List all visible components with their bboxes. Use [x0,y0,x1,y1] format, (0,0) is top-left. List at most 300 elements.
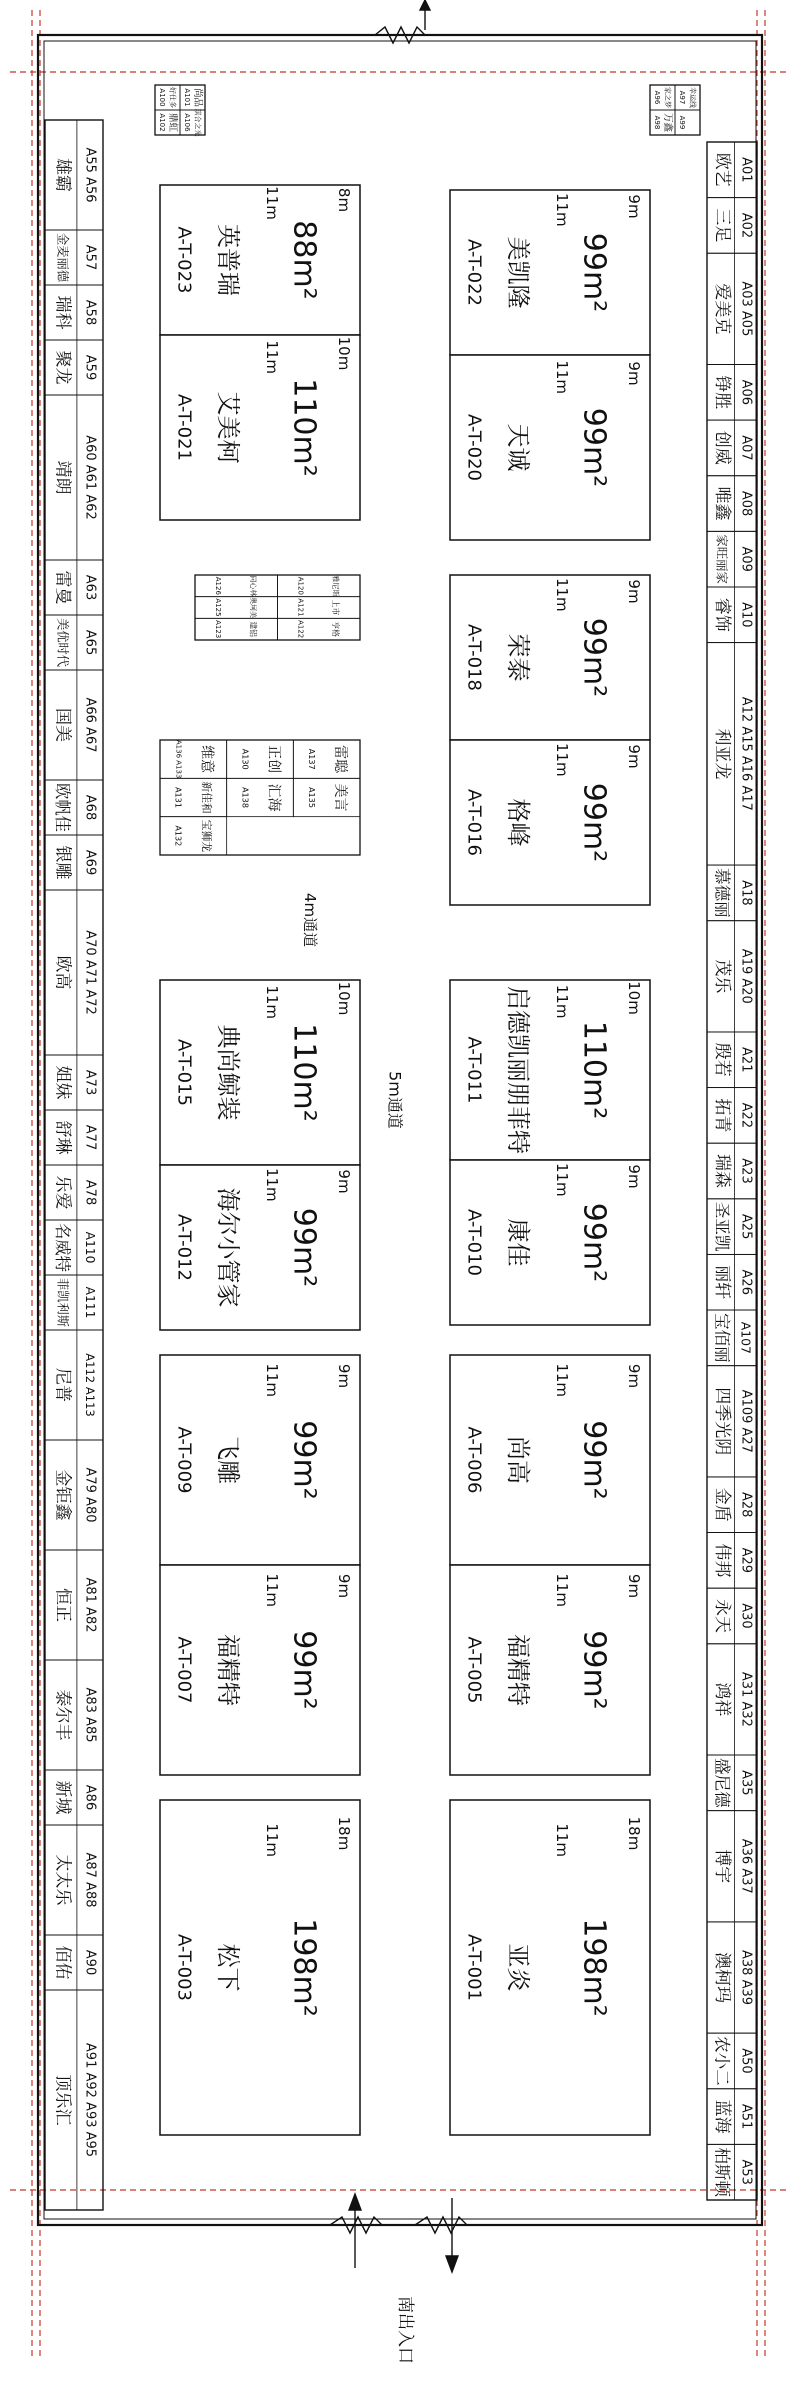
wall-booth[interactable] [707,476,757,532]
booth-a-t-001[interactable] [450,1800,650,2135]
hall-walls [38,35,762,2225]
wall-booth-codes: A12 A15 A16 A17 [738,696,754,811]
wall-booth-name: 慕德丽 [712,868,732,918]
wall-booth[interactable] [707,142,757,198]
wall-booth-codes: A66 A67 [82,697,98,753]
wall-booth-codes: A30 [738,1603,754,1629]
booth-a-t-018[interactable] [450,575,650,740]
wall-booth-name: 菲凯利斯 [55,1278,70,1327]
booth-grid-b-cell[interactable] [160,778,227,816]
cluster-booth-codes: A125 [214,598,223,617]
booth-width: 9m [335,1169,353,1194]
wall-booth-name: 丽轩 [712,1265,732,1300]
wall-booth-name: 太太乐 [52,1854,73,1906]
wall-booth[interactable] [707,1199,757,1255]
booth-depth: 11m [263,186,281,220]
booth-code: A-T-018 [463,624,485,691]
wall-booth-name: 雄霸 [52,158,73,192]
booth-name: 松下 [214,1943,242,1992]
wall-booth[interactable] [707,865,757,921]
booth-grid-a-cell-outline [195,618,278,640]
booth-a-t-007[interactable] [160,1565,360,1775]
wall-booth-name: 盛尼德 [712,1758,732,1808]
wall-booth-codes: A51 [738,2103,754,2130]
booth-grid-b-cell-outline [293,778,360,816]
booth-name: 英普瑞 [214,224,242,296]
booth-depth: 11m [263,985,281,1020]
wall-booth-codes: A69 [82,849,98,876]
booth-code: A-T-003 [173,1934,195,2001]
wall-booth-codes: A73 [82,1069,98,1096]
booth-depth: 11m [553,984,571,1019]
booth-code: A-T-010 [463,1209,485,1276]
wall-booth-codes: A28 [738,1492,754,1518]
cluster-booth-name: 鼎虹 [167,112,178,133]
booth-grid-a-cell-outline [278,575,361,597]
booth-code: A-T-020 [463,414,485,481]
wall-booth[interactable] [707,2144,757,2200]
wall-booth[interactable] [45,835,103,890]
booth-depth: 11m [263,1823,281,1858]
wall-booth-name: 利亚龙 [712,728,732,780]
wall-booth[interactable] [45,1055,103,1110]
wall-booth[interactable] [707,531,757,587]
wall-booth[interactable] [707,1477,757,1533]
booth-area: 110m² [286,378,322,477]
wall-booth-name: 瑞森 [712,1154,732,1188]
booth-a-t-003[interactable] [160,1800,360,2135]
cluster-booth-codes: A131 [173,787,184,808]
cluster-booth-name: 雷聪 [332,745,348,774]
wall-booth-name: 柏斯顿 [712,2147,732,2197]
wall-booth[interactable] [45,1770,103,1825]
booth-width: 9m [335,1363,353,1389]
booth-code: A-T-001 [463,1934,485,2001]
booth-depth: 11m [263,1573,281,1608]
wall-booth[interactable] [45,285,103,340]
wall-booth-codes: A35 [738,1770,754,1796]
wall-booth[interactable] [707,1366,757,1477]
cluster-top-right-cell[interactable] [675,85,700,110]
wall-booth[interactable] [707,1533,757,1589]
wall-booth[interactable] [45,560,103,615]
booth-width: 9m [625,194,643,219]
booth-grid-b-cell[interactable] [160,740,227,779]
wall-booth-name: 国美 [52,708,73,742]
booth-code: A-T-023 [173,226,195,294]
cluster-booth-codes: A122 [296,620,305,639]
wall-booth-name: 家旺丽家 [714,534,730,584]
wall-booth-codes: A110 [83,1231,98,1264]
wall-booth-name: 铮胜 [712,375,732,410]
wall-booth[interactable] [707,420,757,476]
booth-code: A-T-009 [173,1426,195,1494]
booth-a-t-021[interactable] [160,335,360,520]
booth-grid-a-cell[interactable] [278,618,361,640]
booth-a-t-005[interactable] [450,1565,650,1775]
wall-booth[interactable] [45,1440,103,1550]
wall-booth[interactable] [707,198,757,254]
booth-name: 天诚 [504,423,532,472]
wall-booth-name: 圣亚凯 [712,1201,732,1252]
booth-area: 99m² [576,782,612,863]
booth-a-t-012[interactable] [160,1165,360,1330]
wall-booth[interactable] [45,1660,103,1770]
wall-booth-codes: A86 [82,1784,98,1811]
wall-booth-name: 金盾 [712,1487,732,1522]
wall-booth-codes: A19 A20 [738,948,754,1004]
wall-booth-codes: A81 A82 [82,1577,98,1633]
wall-booth[interactable] [707,921,757,1032]
wall-booth-codes: A25 [738,1213,754,1240]
cluster-booth-codes: A106 [183,113,191,132]
wall-booth-codes: A90 [82,1949,98,1976]
cluster-booth-name: 幸运线 [688,87,697,108]
wall-booth[interactable] [707,1143,757,1199]
wall-booth[interactable] [45,1550,103,1660]
booth-grid-a-cell[interactable] [195,618,278,640]
wall-booth-codes: A59 [82,354,98,381]
wall-booth-name: 顶乐汇 [52,2074,73,2126]
bottom-entrance [330,2194,467,2272]
cluster-booth-name: 维意 [198,745,215,774]
booth-area: 99m² [576,1202,612,1283]
booth-name: 亚炎 [504,1943,532,1992]
wall-booth-name: 尼普 [52,1368,73,1402]
cluster-booth-codes: A121 [296,598,305,617]
booth-area: 99m² [576,407,612,488]
wall-booth[interactable] [707,2089,757,2145]
wall-booth[interactable] [707,253,757,364]
booth-area: 99m² [576,1420,612,1500]
booth-a-t-006[interactable] [450,1355,650,1565]
cluster-booth-name: 上市 [330,599,340,616]
booth-a-t-015[interactable] [160,980,360,1165]
wall-booth-name: 创威 [712,430,732,465]
booth-name: 福精特 [214,1634,242,1706]
wall-booth[interactable] [45,120,103,230]
booth-a-t-023[interactable] [160,185,360,335]
booth-area: 110m² [576,1020,612,1120]
wall-booth[interactable] [45,1935,103,1990]
wall-booth[interactable] [45,340,103,395]
cluster-booth-codes: A132 [173,825,184,847]
booth-width: 9m [625,579,643,604]
booth-code: A-T-007 [173,1636,195,1704]
cluster-booth-name: 好仕多 [168,87,177,108]
wall-booth-codes: A65 [82,629,98,656]
booth-grid-b-cell-outline [227,778,294,816]
wall-booth-name: 伟邦 [712,1543,732,1578]
booth-grid-a-cell-outline [195,597,278,619]
booth-depth: 11m [553,1823,571,1858]
wall-booth-name: 美优时代 [55,618,70,667]
wall-booth-codes: A63 [82,574,98,601]
wall-booth-codes: A107 [738,1321,754,1354]
wall-booth-codes: A112 A113 [83,1353,98,1417]
wall-booth-name: 睿饰 [712,597,732,632]
wall-booth[interactable] [707,1588,757,1644]
booth-code: A-T-021 [173,394,195,461]
wall-booth[interactable] [45,1220,103,1275]
booth-code: A-T-022 [463,239,485,306]
booth-name: 海尔小管家 [214,1187,242,1308]
wall-booth-codes: A10 [738,602,754,628]
wall-booth-codes: A02 [738,212,754,239]
wall-booth[interactable] [707,364,757,420]
booth-grid-a-cell[interactable] [278,575,361,597]
wall-booth-name: 蓝海 [712,2099,732,2134]
booth-name: 美凯隆 [504,236,532,309]
booth-grid-b-cell-outline [160,740,227,778]
booth-name: 格峰 [504,798,532,847]
wall-booth[interactable] [45,780,103,835]
cluster-booth-name: 雅尼斯 [331,575,340,597]
wall-booth[interactable] [707,1644,757,1755]
booth-depth: 11m [263,1363,281,1398]
booth-width: 8m [335,187,353,213]
wall-booth-codes: A77 [82,1124,98,1151]
corridor-small-label: 4m通道 [301,892,319,948]
cluster-booth-codes: A135 [307,787,317,808]
booth-width: 10m [335,981,353,1016]
wall-booth[interactable] [707,1088,757,1144]
wall-booth-codes: A29 [738,1547,754,1574]
wall-booth[interactable] [707,643,757,865]
wall-booth-codes: A50 [738,2048,754,2074]
cluster-booth-name: 宝狮龙 [200,819,214,852]
entrance-label: 南出入口 [395,2296,415,2364]
wall-booth-name: 爱美克 [712,283,732,335]
guide-lines [10,10,790,2360]
booth-grid-a-cell[interactable] [195,575,278,597]
booth-grid-b-cell[interactable] [227,740,294,778]
booth-code: A-T-012 [173,1214,195,1281]
wall-booth-name: 佰佑 [52,1945,73,1980]
wall-booth[interactable] [45,615,103,670]
wall-booth-codes: A22 [738,1102,754,1129]
wall-booth-codes: A91 A92 A93 A95 [82,2042,98,2158]
wall-booth-codes: A21 [738,1047,754,1073]
wall-booth-codes: A109 A27 [738,1389,754,1453]
booth-area: 99m² [286,1630,322,1710]
wall-booth[interactable] [707,2033,757,2089]
wall-booth[interactable] [45,1990,103,2210]
booth-area: 198m² [576,1918,612,2017]
wall-booth-name: 茂乐 [712,959,732,994]
wall-booth-name: 拓青 [712,1098,732,1133]
booth-code: A-T-015 [173,1039,195,1106]
booth-area: 110m² [286,1023,322,1122]
right-wall-booths [707,142,757,2200]
cluster-booth-name: 亨格 [330,621,340,638]
booth-area: 99m² [576,1630,612,1710]
wall-booth-codes: A08 [738,490,754,517]
booth-grid-b-cell[interactable] [160,817,227,855]
cluster-booth-codes: A101 [183,88,191,107]
wall-booth[interactable] [45,1330,103,1440]
booth-depth: 11m [553,1162,571,1197]
booth-code: A-T-006 [463,1426,485,1494]
cluster-booth-name: 汇海 [265,783,282,812]
booth-a-t-010[interactable] [450,1160,650,1325]
cluster-booth-codes: A138 [240,787,251,808]
cluster-top-right-cell[interactable] [650,85,675,110]
cluster-top-right-cell[interactable] [675,110,700,135]
wall-booth-codes: A87 A88 [82,1852,98,1908]
wall-booth-codes: A60 A61 A62 [82,435,98,520]
cluster-booth-codes: A98 [653,115,661,130]
wall-booth-codes: A53 [738,2159,754,2185]
booth-grid-b-cell-outline [160,817,227,855]
booth-a-t-022[interactable] [450,190,650,355]
booth-depth: 11m [263,1167,281,1202]
booth-depth: 11m [553,1573,571,1608]
wall-booth[interactable] [45,890,103,1055]
cluster-booth-name: 万鑫 [662,112,673,133]
cluster-booth-name: 新佳和 [200,781,214,814]
cluster-booth-name: 美言 [332,783,348,812]
wall-booth-name: 殷若 [712,1042,732,1077]
wall-booth-name: 唯鑫 [712,486,732,521]
wall-booth-codes: A38 A39 [738,1950,754,2006]
booth-depth: 11m [263,340,281,375]
booth-width: 9m [335,1573,353,1599]
wall-booth-codes: A36 A37 [738,1838,754,1894]
cluster-booth-name: 正创 [265,745,282,774]
cluster-top-left [155,85,205,137]
cluster-booth-name: 尚品 [192,87,203,108]
booth-name: 尚高 [504,1436,532,1484]
booth-grid-a-cell[interactable] [278,597,361,619]
booth-grid-a-cell-outline [195,575,278,597]
wall-booth[interactable] [707,1254,757,1310]
wall-booth[interactable] [45,1165,103,1220]
booth-name: 飞雕 [214,1436,242,1484]
wall-booth-name: 鸿祥 [712,1682,732,1717]
booth-depth: 11m [553,742,571,777]
cluster-booth-name: 奥坷美 [248,597,257,618]
wall-booth-codes: A78 [82,1179,98,1206]
booth-grid-b-cell[interactable] [227,778,294,816]
booth-name: 典尚鲸装 [214,1024,242,1121]
wall-booth-name: 欧帆佳 [52,783,72,832]
booth-area: 88m² [286,220,322,300]
wall-booth-codes: A01 [738,157,754,183]
cluster-top-right-cell[interactable] [650,110,675,135]
wall-booth[interactable] [45,1275,103,1330]
wall-booth-codes: A03 A05 [738,281,754,337]
booth-name: 福精特 [504,1634,532,1706]
wall-booth[interactable] [45,1110,103,1165]
booth-grid-a-cell-outline [278,618,361,640]
wall-booth-codes: A57 [82,244,98,271]
wall-booth-name: 姐妹 [52,1065,73,1100]
wall-booth-name: 靖朗 [52,460,73,495]
cluster-top-left-cell[interactable] [155,110,180,135]
booth-depth: 11m [553,1363,571,1398]
booth-grid-a-cell[interactable] [195,597,278,619]
booth-code: A-T-011 [463,1036,485,1104]
cluster-booth-codes: A136 A133 [174,739,183,779]
booth-depth: 11m [553,577,571,612]
booth-code: A-T-016 [463,789,485,856]
wall-booth[interactable] [707,1922,757,2033]
wall-booth-name: 宝佰丽 [712,1313,732,1363]
cluster-top-left-cell[interactable] [180,85,205,110]
booth-a-t-011[interactable] [450,980,650,1160]
booth-depth: 11m [553,192,571,227]
wall-booth-name: 泰尔丰 [52,1689,73,1741]
wall-booth-name: 舒琳 [52,1120,73,1155]
booth-a-t-020[interactable] [450,355,650,540]
booth-width: 9m [625,1363,643,1389]
wall-booth-name: 永天 [712,1598,732,1633]
booth-width: 18m [335,1816,353,1851]
wall-booth-codes: A70 A71 A72 [82,930,98,1015]
wall-booth[interactable] [707,587,757,643]
wall-booth[interactable] [45,395,103,560]
booth-area: 99m² [576,232,612,313]
cluster-booth-codes: A96 [653,90,661,105]
wall-booth-codes: A111 [83,1286,98,1319]
wall-booth[interactable] [707,1811,757,1922]
wall-booth-codes: A26 [738,1269,754,1295]
cluster-top-right [650,85,700,135]
booth-a-t-016[interactable] [450,740,650,905]
booth-width: 9m [625,1573,643,1599]
booth-name: 启德凯丽朋菲特 [504,986,532,1154]
cluster-booth-name: 家之梦 [663,87,672,108]
wall-booth[interactable] [45,1825,103,1935]
booth-grid-a [195,575,360,640]
booth-area: 99m² [576,617,612,698]
top-break [375,0,430,43]
wall-booth-name: 雷曼 [52,570,73,605]
wall-booth-codes: A79 A80 [82,1467,98,1523]
wall-booth-name: 澳柯玛 [712,1952,732,2004]
cluster-top-left-cell[interactable] [180,109,205,137]
wall-booth[interactable] [45,670,103,780]
booth-area: 99m² [286,1207,322,1288]
wall-booth-name: 新城 [52,1780,73,1815]
wall-booth[interactable] [45,230,103,285]
wall-booth-name: 银雕 [52,845,73,880]
wall-booth-codes: A23 [738,1158,754,1184]
wall-booth-codes: A55 A56 [82,147,98,203]
booth-area: 99m² [286,1420,322,1500]
wall-booth-codes: A58 [82,299,98,326]
booth-grid-b-cell[interactable] [293,778,360,816]
booth-grid-b-cell-outline [293,740,360,778]
cluster-booth-codes: A102 [158,113,166,132]
booth-code: A-T-005 [463,1636,485,1704]
wall-booth-name: 瑞科 [52,295,73,330]
wall-booth[interactable] [707,1032,757,1088]
wall-booth[interactable] [707,1310,757,1366]
booth-width: 18m [625,1816,643,1851]
wall-booth-name: 农小二 [712,2036,732,2086]
wall-booth-codes: A83 A85 [82,1687,98,1743]
booth-width: 9m [625,1164,643,1189]
booth-area: 198m² [286,1918,322,2017]
booth-a-t-009[interactable] [160,1355,360,1565]
cluster-top-left-cell[interactable] [155,85,180,110]
wall-booth[interactable] [707,1755,757,1811]
booth-grid-b-cell[interactable] [293,740,360,778]
left-wall-booths [45,120,103,2210]
booth-width: 10m [335,336,353,371]
